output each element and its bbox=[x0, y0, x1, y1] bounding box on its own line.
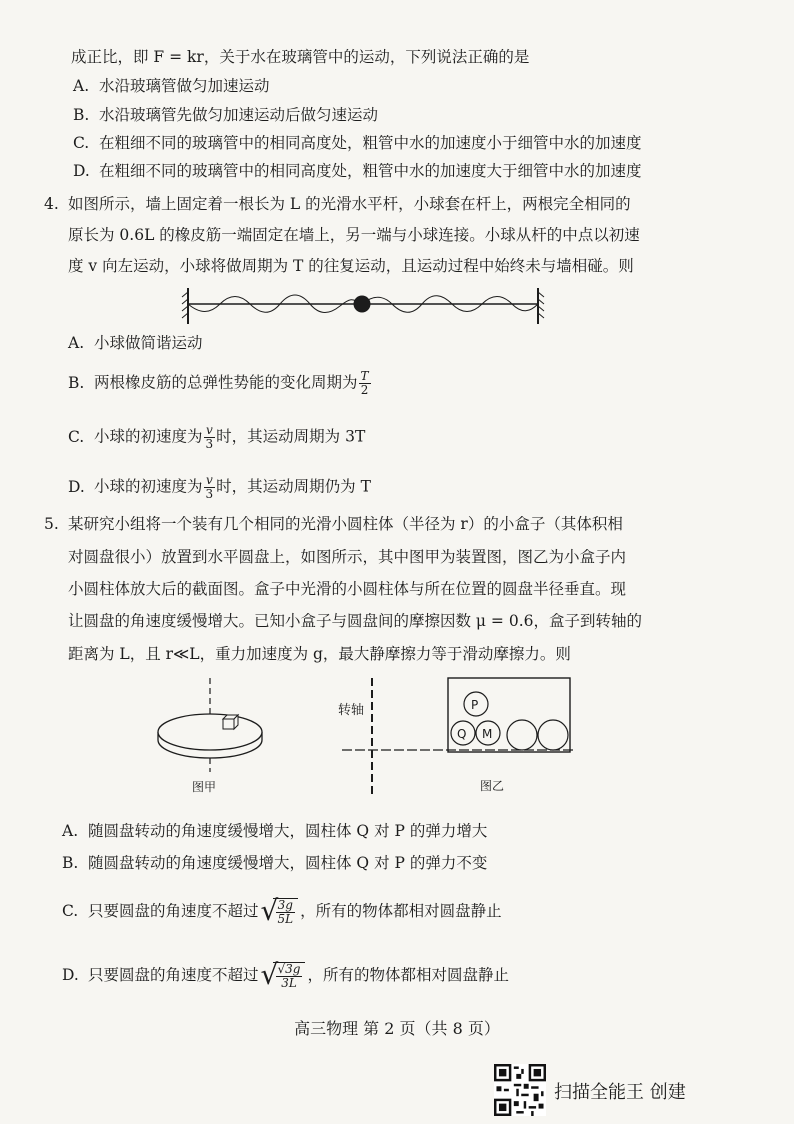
q5-option-a bbox=[62, 820, 487, 842]
option-letter: C. bbox=[68, 427, 85, 446]
q4-stem-line-1 bbox=[44, 193, 631, 215]
fraction-3g-over-5l bbox=[276, 899, 296, 926]
q4-stem-line-2: 原长为 0.6L 的橡皮筋一端固定在墙上，另一端与小球连接。小球从杆的中点以初速 bbox=[68, 226, 640, 244]
option-text: 水沿玻璃管做匀加速运动 bbox=[99, 77, 270, 95]
q5-figure-jia-disk bbox=[150, 674, 280, 804]
q4-option-d bbox=[68, 474, 371, 501]
fraction-v-over-3 bbox=[204, 474, 216, 501]
option-letter: B. bbox=[62, 854, 79, 872]
stem-text: 如图所示，墙上固定着一根长为 L 的光滑水平杆，小球套在杆上，两根完全相同的 bbox=[68, 195, 631, 213]
q5-option-b bbox=[62, 852, 487, 874]
q5-option-c bbox=[62, 894, 502, 927]
option-letter: B. bbox=[73, 106, 90, 124]
small-box bbox=[223, 715, 238, 729]
denominator: 3 bbox=[205, 487, 214, 501]
denominator: 3 bbox=[205, 437, 214, 451]
option-text: 小球的初速度为 bbox=[94, 427, 203, 446]
q3-option-b bbox=[73, 104, 378, 126]
numerator: v bbox=[204, 424, 216, 438]
option-letter: D. bbox=[68, 477, 85, 496]
option-text: 两根橡皮筋的总弹性势能的变化周期为 bbox=[94, 373, 358, 392]
option-text: 随圆盘转动的角速度缓慢增大，圆柱体 Q 对 P 的弹力增大 bbox=[88, 822, 488, 840]
option-text: 小球的初速度为 bbox=[94, 477, 203, 496]
q4-stem-line-3: 度 v 向左运动，小球将做周期为 T 的往复运动，且运动过程中始终未与墙相碰。则 bbox=[68, 257, 634, 275]
q3-stem-tail: 成正比，即 F = kr，关于水在玻璃管中的运动，下列说法正确的是 bbox=[71, 48, 530, 66]
label-m: M bbox=[482, 727, 493, 741]
fraction-t-over-2 bbox=[359, 370, 371, 397]
option-text: 在粗细不同的玻璃管中的相同高度处，粗管中水的加速度大于细管中水的加速度 bbox=[99, 162, 642, 180]
option-text: 只要圆盘的角速度不超过 bbox=[88, 966, 259, 984]
option-letter: D. bbox=[73, 162, 90, 180]
sqrt-sign-icon: √ bbox=[260, 894, 279, 927]
stem-text: 某研究小组将一个装有几个相同的光滑小圆柱体（半径为 r）的小盒子（其体积相 bbox=[68, 515, 623, 533]
q5-stem-line-3: 小圆柱体放大后的截面图。盒子中光滑的小圆柱体与所在位置的圆盘半径垂直。现 bbox=[68, 580, 627, 598]
qr-code-icon bbox=[494, 1064, 546, 1116]
option-text: 小球做简谐运动 bbox=[94, 334, 203, 352]
option-letter: B. bbox=[68, 373, 85, 392]
option-text-tail: 时，其运动周期为 3T bbox=[216, 427, 366, 446]
sqrt-sign-icon: √ bbox=[260, 958, 279, 991]
denominator: 5L bbox=[277, 912, 294, 926]
option-text-tail: 时，其运动周期仍为 T bbox=[216, 477, 371, 496]
q5-stem-line-1 bbox=[44, 513, 623, 535]
q4-figure-rod-spring bbox=[180, 284, 550, 328]
ball bbox=[354, 296, 371, 313]
q5-stem-line-2: 对圆盘很小）放置到水平圆盘上，如图所示，其中图甲为装置图，图乙为小盒子内 bbox=[68, 548, 627, 566]
label-p: P bbox=[471, 698, 479, 712]
radical-sqrt bbox=[260, 894, 299, 927]
cylinder-5 bbox=[538, 720, 568, 750]
denominator: 3L bbox=[281, 976, 297, 990]
radical-sqrt bbox=[260, 958, 306, 991]
option-letter: C. bbox=[73, 134, 90, 152]
label-q: Q bbox=[457, 727, 467, 741]
option-letter: A. bbox=[68, 334, 85, 352]
q4-option-c bbox=[68, 424, 365, 451]
q3-option-c bbox=[73, 132, 642, 154]
numerator: v bbox=[204, 474, 216, 488]
option-letter: A. bbox=[62, 822, 79, 840]
scanner-watermark: 扫描全能王 创建 bbox=[554, 1082, 686, 1103]
q4-option-a bbox=[68, 332, 203, 354]
option-text: 在粗细不同的玻璃管中的相同高度处，粗管中水的加速度小于细管中水的加速度 bbox=[99, 134, 642, 152]
question-number: 5. bbox=[44, 515, 59, 533]
option-text-tail: ，所有的物体都相对圆盘静止 bbox=[300, 902, 502, 920]
cylinder-4 bbox=[507, 720, 537, 750]
axis-label: 转轴 bbox=[338, 703, 365, 718]
page-footer: 高三物理 第 2 页（共 8 页） bbox=[294, 1019, 500, 1038]
q3-option-d bbox=[73, 160, 642, 182]
option-letter: D. bbox=[62, 966, 79, 984]
q5-stem-line-4: 让圆盘的角速度缓慢增大。已知小盒子与圆盘间的摩擦因数 μ = 0.6，盒子到转轴的 bbox=[68, 612, 642, 630]
q5-figure-yi-cross-section bbox=[332, 676, 577, 804]
q5-stem-line-5: 距离为 L，且 r≪L，重力加速度为 g，最大静摩擦力等于滑动摩擦力。则 bbox=[68, 645, 571, 663]
option-text-tail: ，所有的物体都相对圆盘静止 bbox=[307, 966, 509, 984]
denominator: 2 bbox=[360, 383, 369, 397]
option-letter: A. bbox=[73, 77, 90, 95]
question-number: 4. bbox=[44, 195, 59, 213]
numerator: 3g bbox=[276, 899, 296, 913]
numerator: √3g bbox=[277, 962, 301, 976]
q4-option-b bbox=[68, 370, 372, 397]
fig-jia-caption: 图甲 bbox=[192, 780, 217, 794]
option-text: 随圆盘转动的角速度缓慢增大，圆柱体 Q 对 P 的弹力不变 bbox=[88, 854, 488, 872]
q3-option-a bbox=[73, 75, 270, 97]
option-text: 水沿玻璃管先做匀加速运动后做匀速运动 bbox=[99, 106, 379, 124]
option-text: 只要圆盘的角速度不超过 bbox=[88, 902, 259, 920]
fig-yi-caption: 图乙 bbox=[480, 779, 505, 793]
fraction-sqrt3g-over-3l bbox=[276, 963, 303, 990]
q5-option-d bbox=[62, 958, 509, 991]
option-letter: C. bbox=[62, 902, 79, 920]
fraction-v-over-3 bbox=[204, 424, 216, 451]
disk-top bbox=[158, 714, 262, 750]
numerator: T bbox=[360, 369, 369, 383]
